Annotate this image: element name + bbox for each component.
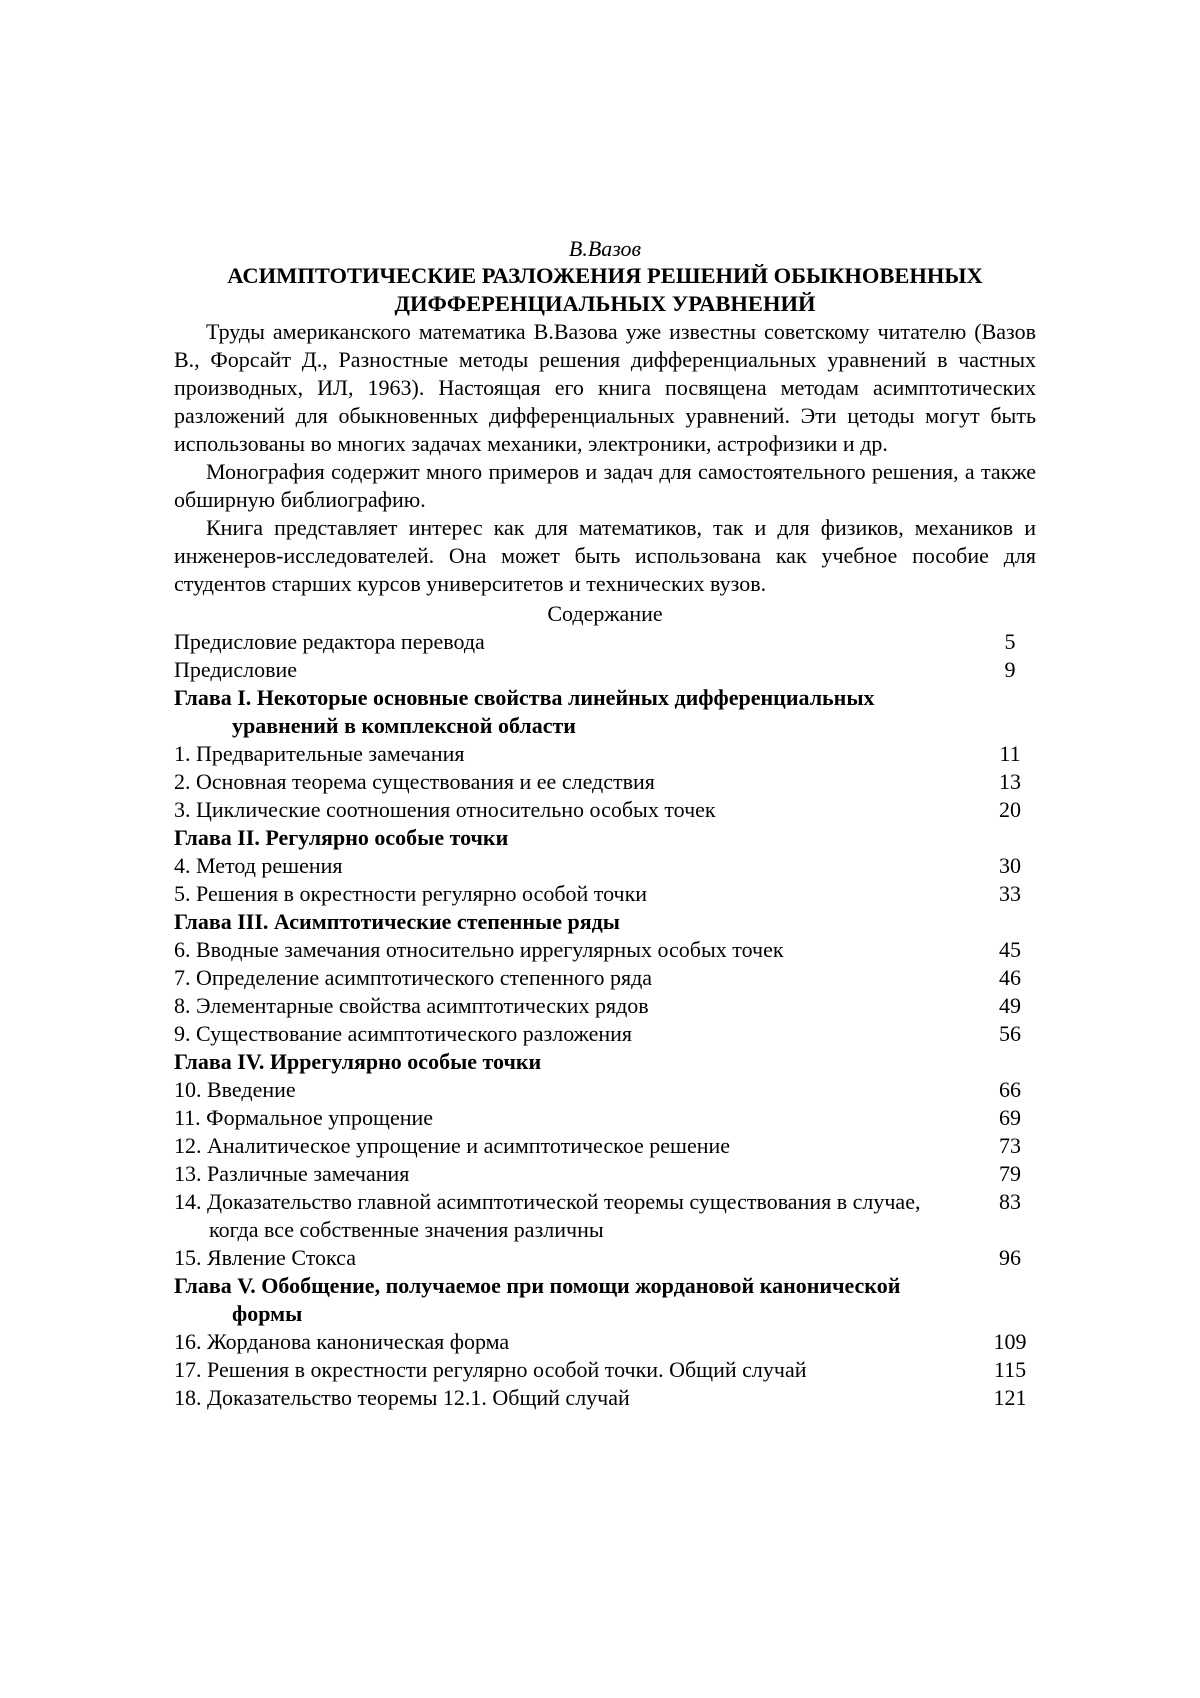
toc-entry-title: 18. Доказательство теоремы 12.1. Общий случай bbox=[174, 1385, 630, 1410]
toc-chapter-title: Глава IV. Иррегулярно особые точки bbox=[174, 1049, 542, 1074]
toc-entry bbox=[174, 628, 1036, 656]
toc-entry bbox=[174, 1020, 1036, 1048]
toc-chapter-title: Глава I. Некоторые основные свойства линейных дифференциальных уравнений в комплексной области bbox=[174, 685, 875, 738]
toc-entry-page bbox=[980, 824, 1040, 852]
toc-entry-page: 83 bbox=[999, 1189, 1021, 1214]
toc-chapter bbox=[174, 684, 1036, 740]
toc-entry-title: 3. Циклические соотношения относительно особых точек bbox=[174, 797, 716, 822]
toc-entry-title: 1. Предварительные замечания bbox=[174, 741, 465, 766]
abstract-paragraph: Книга представляет интерес как для математиков, так и для физиков, механиков и инженеров-исследователей. Она может быть использована как учебное пособие для студентов старших курсов университетов и технических вузов. bbox=[174, 515, 1036, 596]
toc-entry-title: Предисловие редактора перевода bbox=[174, 629, 485, 654]
toc-entry-page: 69 bbox=[999, 1105, 1021, 1130]
abstract bbox=[174, 318, 1036, 598]
toc-entry-page: 11 bbox=[999, 741, 1021, 766]
toc-chapter bbox=[174, 1048, 1036, 1076]
toc-entry-page bbox=[980, 684, 1040, 740]
toc-entry-page: 45 bbox=[999, 937, 1021, 962]
toc-chapter bbox=[174, 1272, 1036, 1328]
toc-entry-title: 16. Жорданова каноническая форма bbox=[174, 1329, 510, 1354]
toc-entry bbox=[174, 992, 1036, 1020]
toc-entry bbox=[174, 1328, 1036, 1356]
toc-entry bbox=[174, 1244, 1036, 1272]
toc-chapter-title: Глава V. Обобщение, получаемое при помощи жордановой канонической формы bbox=[174, 1273, 901, 1326]
toc-entry-page: 96 bbox=[999, 1245, 1021, 1270]
toc-entry-title: 7. Определение асимптотического степенного ряда bbox=[174, 965, 653, 990]
toc-entry-title: 5. Решения в окрестности регулярно особой точки bbox=[174, 881, 648, 906]
toc-entry-title: 9. Существование асимптотического разложения bbox=[174, 1021, 633, 1046]
toc-entry-page: 46 bbox=[999, 965, 1021, 990]
toc-entry-title: 8. Элементарные свойства асимптотических рядов bbox=[174, 993, 649, 1018]
table-of-contents bbox=[174, 628, 1036, 1412]
toc-entry-page bbox=[980, 1272, 1040, 1328]
toc-chapter-title: Глава II. Регулярно особые точки bbox=[174, 825, 509, 850]
toc-entry bbox=[174, 1076, 1036, 1104]
toc-entry-title: 4. Метод решения bbox=[174, 853, 343, 878]
contents-heading: Содержание bbox=[547, 601, 663, 626]
book-title-line-2: ДИФФЕРЕНЦИАЛЬНЫХ УРАВНЕНИЙ bbox=[394, 291, 816, 316]
toc-entry-title: 6. Вводные замечания относительно иррегулярных особых точек bbox=[174, 937, 784, 962]
toc-entry-page: 79 bbox=[999, 1161, 1021, 1186]
toc-entry bbox=[174, 796, 1036, 824]
toc-entry-page: 49 bbox=[999, 993, 1021, 1018]
toc-entry bbox=[174, 936, 1036, 964]
toc-entry bbox=[174, 1356, 1036, 1384]
toc-entry-page bbox=[980, 908, 1040, 936]
toc-chapter-title: Глава III. Асимптотические степенные ряды bbox=[174, 909, 620, 934]
toc-entry-title: 2. Основная теорема существования и ее следствия bbox=[174, 769, 655, 794]
toc-entry bbox=[174, 852, 1036, 880]
book-title-line-1: АСИМПТОТИЧЕСКИЕ РАЗЛОЖЕНИЯ РЕШЕНИЙ ОБЫКНОВЕННЫХ bbox=[227, 263, 983, 288]
toc-entry-page: 66 bbox=[999, 1077, 1021, 1102]
toc-entry-page: 56 bbox=[999, 1021, 1021, 1046]
toc-chapter bbox=[174, 908, 1036, 936]
toc-entry bbox=[174, 1384, 1036, 1412]
toc-entry-page: 13 bbox=[999, 769, 1021, 794]
toc-entry bbox=[174, 740, 1036, 768]
toc-entry-page: 5 bbox=[1004, 629, 1016, 654]
abstract-paragraph: Монография содержит много примеров и задач для самостоятельного решения, а также обширную библиографию. bbox=[174, 459, 1036, 512]
author-name: В.Вазов bbox=[568, 236, 642, 261]
toc-entry-page bbox=[980, 1048, 1040, 1076]
toc-chapter bbox=[174, 824, 1036, 852]
toc-entry bbox=[174, 656, 1036, 684]
toc-entry bbox=[174, 1132, 1036, 1160]
book-title bbox=[174, 262, 1036, 318]
toc-entry-page: 109 bbox=[993, 1329, 1027, 1354]
abstract-paragraph: Труды американского математика В.Вазова уже известны советскому читателю (Вазов В., Форсайт Д., Разностные методы решения дифференциальных уравнений в частных производных, ИЛ, 1963). Настоящая его книга посвящена методам асимптотических разложений для обыкновенных дифференциальных уравнений. Эти цетоды могут быть использованы во многих задачах механики, электроники, астрофизики и др. bbox=[174, 319, 1036, 456]
toc-entry-title: 15. Явление Стокса bbox=[174, 1245, 356, 1270]
toc-entry-title: 12. Аналитическое упрощение и асимптотическое решение bbox=[174, 1133, 731, 1158]
toc-entry-title: 14. Доказательство главной асимптотической теоремы существования в случае, когда все собственные значения различны bbox=[174, 1189, 921, 1242]
toc-entry-page: 121 bbox=[993, 1385, 1027, 1410]
toc-entry bbox=[174, 1188, 1036, 1244]
toc-entry-title: 11. Формальное упрощение bbox=[174, 1105, 434, 1130]
toc-entry-title: Предисловие bbox=[174, 657, 297, 682]
toc-entry bbox=[174, 964, 1036, 992]
toc-entry-page: 33 bbox=[999, 881, 1021, 906]
toc-entry bbox=[174, 768, 1036, 796]
document-page bbox=[174, 236, 1036, 1412]
toc-entry-title: 10. Введение bbox=[174, 1077, 296, 1102]
toc-entry bbox=[174, 880, 1036, 908]
toc-entry bbox=[174, 1104, 1036, 1132]
toc-entry-page: 73 bbox=[999, 1133, 1021, 1158]
toc-entry-page: 115 bbox=[993, 1357, 1027, 1382]
toc-entry-title: 17. Решения в окрестности регулярно особой точки. Общий случай bbox=[174, 1357, 807, 1382]
toc-entry-title: 13. Различные замечания bbox=[174, 1161, 410, 1186]
toc-entry-page: 30 bbox=[999, 853, 1021, 878]
toc-entry-page: 20 bbox=[999, 797, 1021, 822]
toc-entry bbox=[174, 1160, 1036, 1188]
toc-entry-page: 9 bbox=[1004, 657, 1016, 682]
